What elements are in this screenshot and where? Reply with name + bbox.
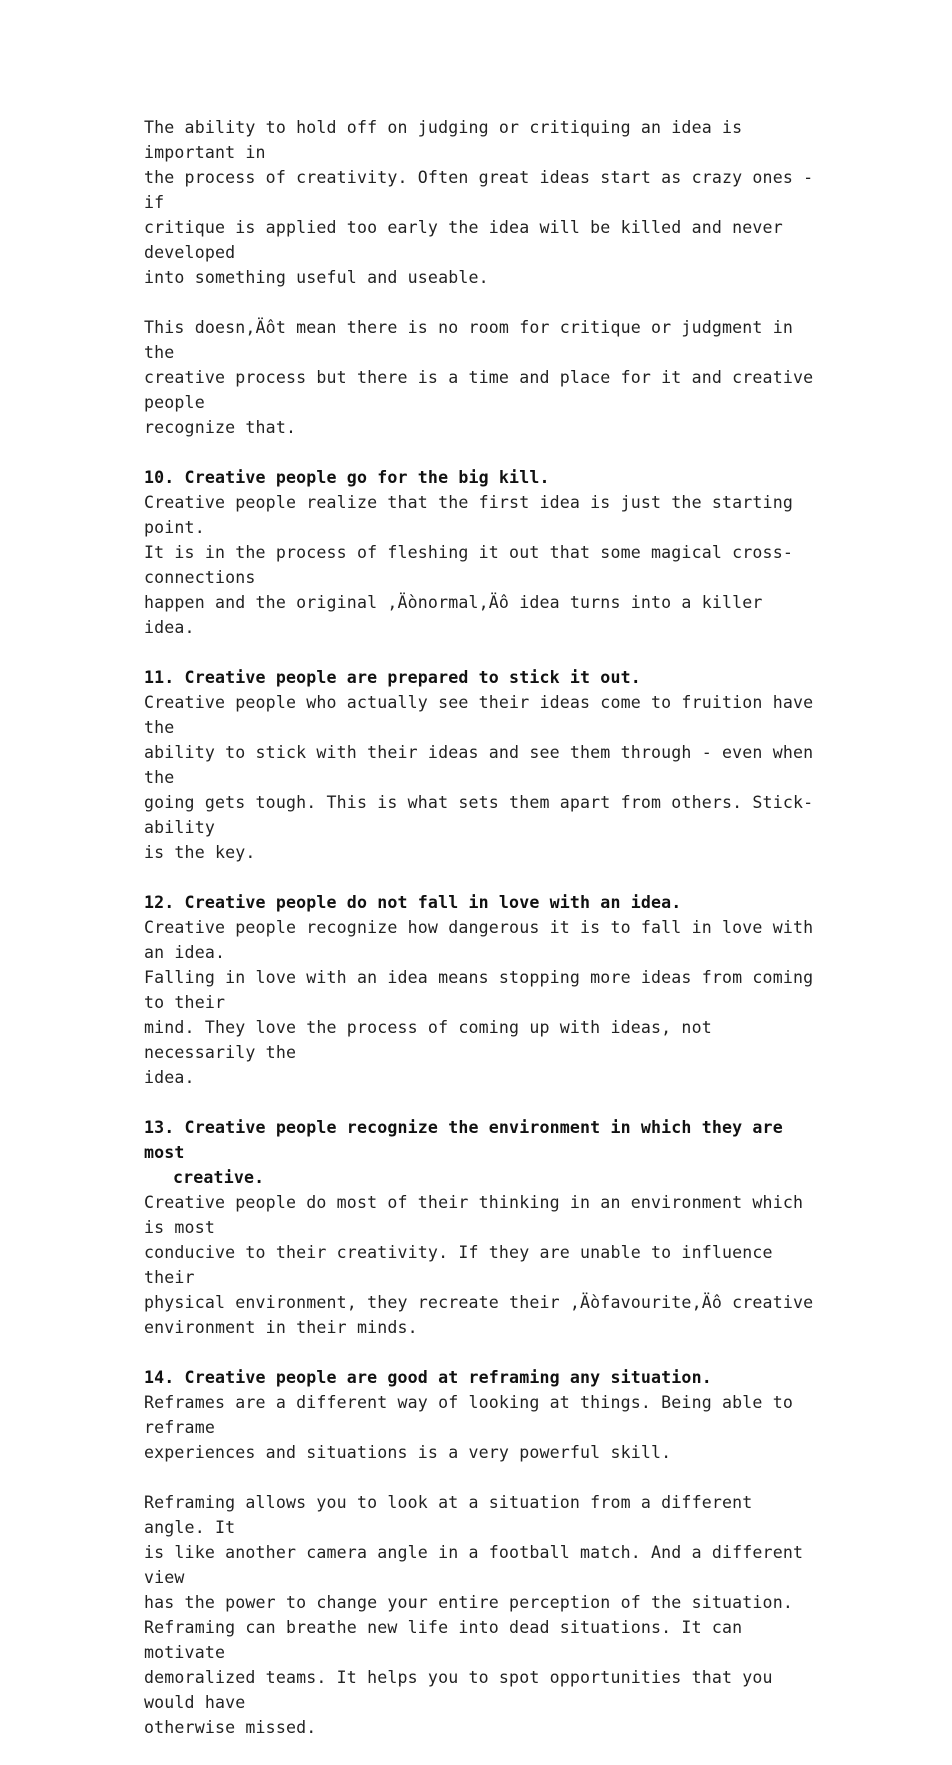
section-12	[144, 890, 816, 1090]
closing-paragraph-block	[144, 1490, 816, 1740]
section-13	[144, 1115, 816, 1340]
section-12-body: Creative people recognize how dangerous it is to fall in love with an idea. Falling in love with an idea means stopping more ideas from coming to their mind. They love the process of coming up with ideas, not necessarily the idea.	[144, 918, 814, 1087]
section-10	[144, 465, 816, 640]
section-10-heading: 10. Creative people go for the big kill.	[144, 468, 550, 487]
section-13-heading-wrapper	[144, 1115, 816, 1190]
intro-paragraph-2: This doesn‚Äôt mean there is no room for critique or judgment in the creative process but there is a time and place for it and creative people recognize that.	[144, 318, 814, 437]
section-11-body: Creative people who actually see their ideas come to fruition have the ability to stick with their ideas and see them through - even when the going gets tough. This is what sets them apart from others. Stick-ability is the key.	[144, 693, 814, 862]
section-10-body: Creative people realize that the first idea is just the starting point. It is in the process of fleshing it out that some magical cross-connections happen and the original ‚Äònormal‚Äô idea turns into a killer idea.	[144, 493, 793, 637]
section-11	[144, 665, 816, 865]
closing-paragraph: Reframing allows you to look at a situation from a different angle. It is like another camera angle in a football match. And a different view has the power to change your entire perception of the situation. Reframing can breathe new life into dead situations. It can motivate demoralized teams. It helps you to spot opportunities that you would have otherwise missed.	[144, 1493, 804, 1737]
intro-paragraph-2-block	[144, 315, 816, 440]
document-page	[144, 115, 816, 1765]
section-12-heading: 12. Creative people do not fall in love with an idea.	[144, 893, 682, 912]
section-14-heading: 14. Creative people are good at reframing any situation.	[144, 1368, 712, 1387]
intro-paragraph-1-block	[144, 115, 816, 290]
section-13-heading: 13. Creative people recognize the environment in which they are most	[144, 1118, 783, 1162]
section-14-body: Reframes are a different way of looking at things. Being able to reframe experiences and situations is a very powerful skill.	[144, 1393, 793, 1462]
section-14	[144, 1365, 816, 1465]
section-13-body: Creative people do most of their thinking in an environment which is most conducive to their creativity. If they are unable to influence their physical environment, they recreate their ‚Äòfavourite‚Äô creative environment in their minds.	[144, 1193, 814, 1337]
section-13-heading-continuation: creative.	[173, 1168, 265, 1187]
section-11-heading: 11. Creative people are prepared to stick it out.	[144, 668, 641, 687]
intro-paragraph-1: The ability to hold off on judging or critiquing an idea is important in the process of creativity. Often great ideas start as crazy ones - if critique is applied too early the idea will be killed and never developed into something useful and useable.	[144, 118, 814, 287]
